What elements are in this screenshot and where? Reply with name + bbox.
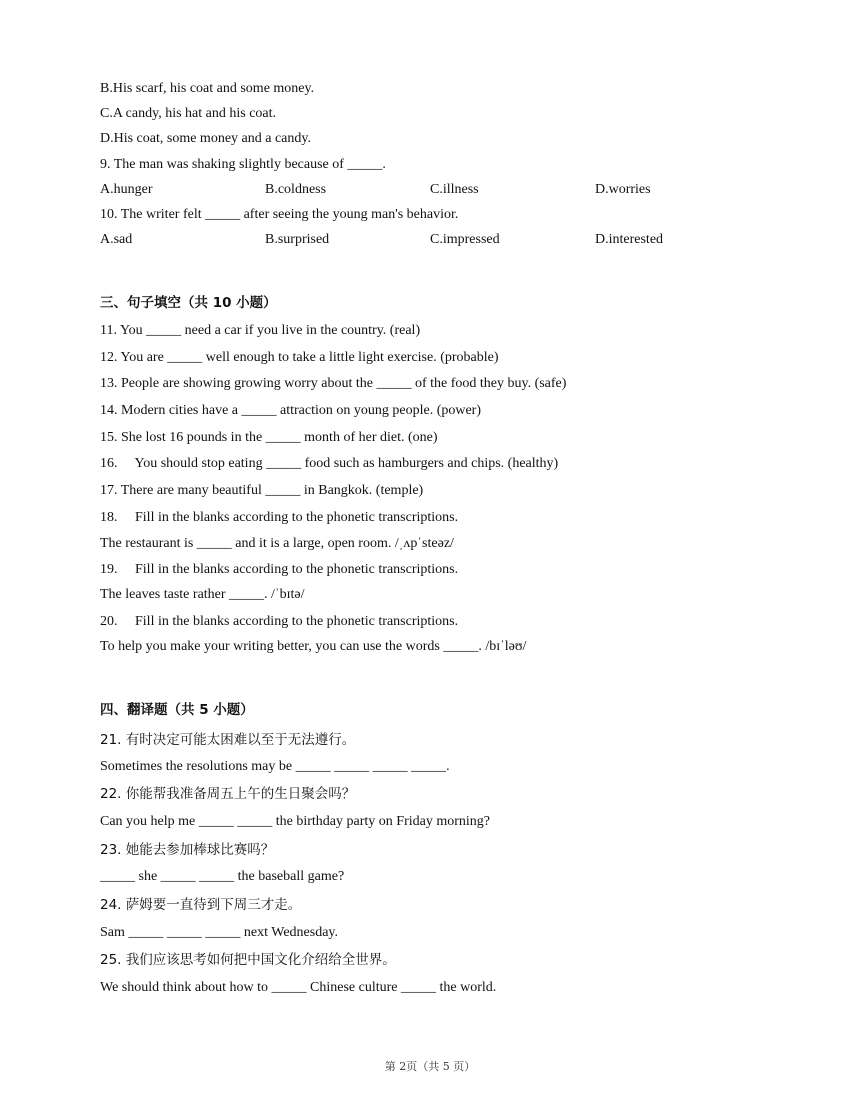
q8-option-d: D.His coat, some money and a candy. [100, 131, 311, 146]
s3-line-19-sentence: The leaves taste rather _____. /ˈbɪtə/ [100, 587, 305, 602]
s4-q25-english: We should think about how to _____ Chinese culture _____ the world. [100, 980, 497, 995]
s4-q21-english: Sometimes the resolutions may be _____ _____ _____ _____. [100, 759, 450, 774]
s4-q22-chinese: 22. 你能帮我准备周五上午的生日聚会吗？ [100, 786, 356, 802]
page-footer: 第 2页（共 5 页） [384, 1060, 476, 1073]
q10-option-b: B.surprised [265, 232, 330, 247]
q10-option-a: A.sad [100, 232, 133, 247]
s3-line-15: 15. She lost 16 pounds in the _____ month of her diet. (one) [100, 430, 438, 445]
s4-q23-chinese: 23. 她能去参加棒球比赛吗？ [100, 842, 275, 858]
section4-heading: 四、翻译题（共 5 小题） [100, 702, 254, 718]
s3-line-17: 17. There are many beautiful _____ in Bangkok. (temple) [100, 483, 424, 498]
s3-line-11: 11. You _____ need a car if you live in the country. (real) [100, 323, 421, 338]
s4-q22-english: Can you help me _____ _____ the birthday party on Friday morning? [100, 814, 490, 829]
s3-line-18: 18. Fill in the blanks according to the phonetic transcriptions. [100, 510, 459, 525]
q10-option-d: D.interested [595, 232, 664, 247]
s4-q24-english: Sam _____ _____ _____ next Wednesday. [100, 925, 339, 940]
s3-line-14: 14. Modern cities have a _____ attraction on young people. (power) [100, 403, 482, 418]
q9-option-d: D.worries [595, 182, 651, 197]
s3-line-20: 20. Fill in the blanks according to the phonetic transcriptions. [100, 614, 459, 629]
s3-line-13: 13. People are showing growing worry about the _____ of the food they buy. (safe) [100, 376, 567, 391]
s3-line-16: 16. You should stop eating _____ food such as hamburgers and chips. (healthy) [100, 456, 559, 471]
s4-q24-chinese: 24. 萨姆要一直待到下周三才走。 [100, 897, 302, 913]
s3-line-12: 12. You are _____ well enough to take a little light exercise. (probable) [100, 350, 499, 365]
q8-option-c: C.A candy, his hat and his coat. [100, 106, 277, 121]
s3-line-18-sentence: The restaurant is _____ and it is a large, open room. /ˌʌpˈsteəz/ [100, 536, 454, 551]
q9-option-c: C.illness [430, 182, 479, 197]
s4-q25-chinese: 25. 我们应该思考如何把中国文化介绍给全世界。 [100, 952, 396, 968]
s4-q23-english: _____ she _____ _____ the baseball game? [100, 869, 345, 884]
q10-option-c: C.impressed [430, 232, 500, 247]
s4-q21-chinese: 21. 有时决定可能太困难以至于无法遵行。 [100, 732, 356, 748]
q9-stem: 9. The man was shaking slightly because of _____. [100, 157, 386, 172]
section3-heading: 三、句子填空（共 10 小题） [100, 295, 277, 311]
q9-option-a: A.hunger [100, 182, 153, 197]
s3-line-20-sentence: To help you make your writing better, you can use the words _____. /bɪˈləʊ/ [100, 639, 527, 654]
q10-stem: 10. The writer felt _____ after seeing the young man's behavior. [100, 207, 459, 222]
q9-option-b: B.coldness [265, 182, 327, 197]
q8-option-b: B.His scarf, his coat and some money. [100, 81, 315, 96]
s3-line-19: 19. Fill in the blanks according to the phonetic transcriptions. [100, 562, 459, 577]
